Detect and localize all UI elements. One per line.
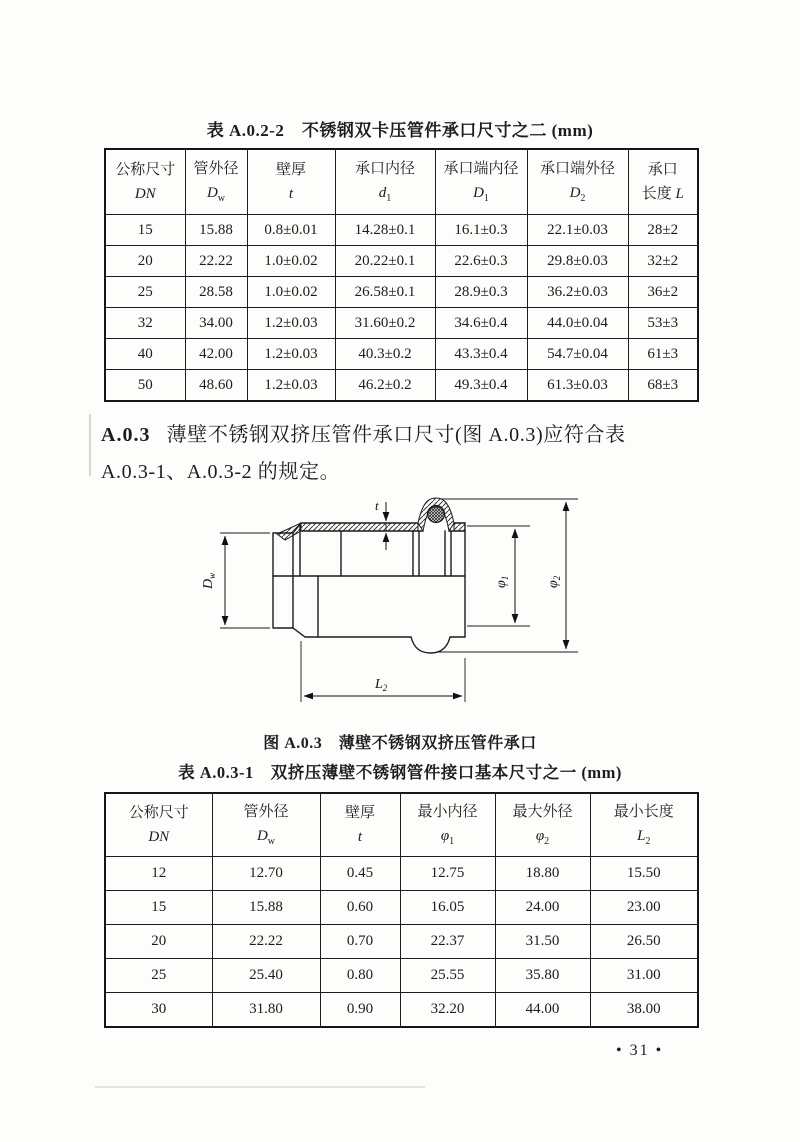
table-cell: 68±3 xyxy=(628,370,698,402)
column-header: 承口端内径 $D_1$ xyxy=(435,149,527,215)
table-cell: 61.3±0.03 xyxy=(527,370,628,402)
table-cell: 53±3 xyxy=(628,308,698,339)
table1-body xyxy=(105,215,698,402)
table-cell: 0.70 xyxy=(320,925,400,959)
table-cell: 29.8±0.03 xyxy=(527,246,628,277)
table-row xyxy=(105,370,698,402)
table-cell: 0.80 xyxy=(320,959,400,993)
column-header: 承口端外径 $D_2$ xyxy=(527,149,628,215)
table-cell: 20.22±0.1 xyxy=(335,246,435,277)
dimension-l2-label: $L_2$ xyxy=(375,677,388,693)
clause-text-line2: A.0.3-1、A.0.3-2 的规定。 xyxy=(101,461,341,483)
table-cell: 46.2±0.2 xyxy=(335,370,435,402)
table2-body xyxy=(105,857,698,1028)
table-cell: 44.00 xyxy=(495,993,590,1028)
dimension-phi1-label: $\varphi_1$ xyxy=(494,575,510,588)
table-cell: 25 xyxy=(105,959,212,993)
table-cell: 32±2 xyxy=(628,246,698,277)
scan-artifact-line xyxy=(89,414,91,476)
table-cell: 22.6±0.3 xyxy=(435,246,527,277)
table-cell: 0.45 xyxy=(320,857,400,891)
table-cell: 22.37 xyxy=(400,925,495,959)
column-header: 公称尺寸 DN xyxy=(105,793,212,857)
table-cell: 35.80 xyxy=(495,959,590,993)
table-cell: 25.55 xyxy=(400,959,495,993)
scan-artifact-line xyxy=(95,1086,425,1088)
table-cell: 42.00 xyxy=(185,339,247,370)
table-cell: 28.58 xyxy=(185,277,247,308)
table-cell: 0.8±0.01 xyxy=(247,215,335,246)
table-cell: 12.70 xyxy=(212,857,320,891)
column-header: 承口 长度 L xyxy=(628,149,698,215)
table-cell: 1.0±0.02 xyxy=(247,277,335,308)
table-cell: 31.80 xyxy=(212,993,320,1028)
table-cell: 61±3 xyxy=(628,339,698,370)
table-cell: 36.2±0.03 xyxy=(527,277,628,308)
fitting-outline xyxy=(273,523,465,653)
dimension-dw-label: $D_w$ xyxy=(201,572,217,589)
clause-text-line1: 薄壁不锈钢双挤压管件承口尺寸(图 A.0.3)应符合表 xyxy=(166,424,626,446)
column-header: 最小内径 $\varphi_1$ xyxy=(400,793,495,857)
table-cell: 34.00 xyxy=(185,308,247,339)
table1-title: 表 A.0.2-2 不锈钢双卡压管件承口尺寸之二 (mm) xyxy=(206,121,594,140)
table-cell: 15 xyxy=(105,215,185,246)
table-cell: 28.9±0.3 xyxy=(435,277,527,308)
table-a031 xyxy=(104,792,699,1028)
clause-a03-paragraph xyxy=(101,417,705,491)
table-a022 xyxy=(104,148,699,402)
clause-number: A.0.3 xyxy=(101,424,151,446)
table-cell: 30 xyxy=(105,993,212,1028)
table1-header xyxy=(105,149,698,215)
dimension-phi2-label: $\varphi_2$ xyxy=(546,575,562,588)
column-header: 最大外径 $\varphi_2$ xyxy=(495,793,590,857)
column-header: 壁厚 t xyxy=(247,149,335,215)
table-cell: 43.3±0.4 xyxy=(435,339,527,370)
table-row xyxy=(105,215,698,246)
column-header: 管外径 $D_w$ xyxy=(212,793,320,857)
figure-caption: 图 A.0.3 薄壁不锈钢双挤压管件承口 xyxy=(263,735,537,752)
table-row xyxy=(105,339,698,370)
table-cell: 32.20 xyxy=(400,993,495,1028)
table-cell: 22.22 xyxy=(185,246,247,277)
table-cell: 1.2±0.03 xyxy=(247,339,335,370)
table-row xyxy=(105,857,698,891)
column-header: 壁厚 t xyxy=(320,793,400,857)
table-cell: 15.50 xyxy=(590,857,698,891)
table-cell: 15.88 xyxy=(212,891,320,925)
table-cell: 40.3±0.2 xyxy=(335,339,435,370)
table-cell: 18.80 xyxy=(495,857,590,891)
table-cell: 40 xyxy=(105,339,185,370)
table-cell: 31.60±0.2 xyxy=(335,308,435,339)
table-cell: 12 xyxy=(105,857,212,891)
table-row xyxy=(105,308,698,339)
table-cell: 15 xyxy=(105,891,212,925)
o-ring-seal xyxy=(428,506,445,523)
table-cell: 31.50 xyxy=(495,925,590,959)
table-row xyxy=(105,246,698,277)
table-cell: 14.28±0.1 xyxy=(335,215,435,246)
column-header: 管外径 $D_w$ xyxy=(185,149,247,215)
table-row xyxy=(105,277,698,308)
column-header: 承口内径 $d_1$ xyxy=(335,149,435,215)
table-cell: 26.58±0.1 xyxy=(335,277,435,308)
table-cell: 26.50 xyxy=(590,925,698,959)
table-cell: 22.1±0.03 xyxy=(527,215,628,246)
table-cell: 49.3±0.4 xyxy=(435,370,527,402)
table-cell: 1.0±0.02 xyxy=(247,246,335,277)
table-cell: 32 xyxy=(105,308,185,339)
table-cell: 0.90 xyxy=(320,993,400,1028)
table2-header xyxy=(105,793,698,857)
table-cell: 0.60 xyxy=(320,891,400,925)
table-cell: 25 xyxy=(105,277,185,308)
table-cell: 1.2±0.03 xyxy=(247,308,335,339)
table-cell: 34.6±0.4 xyxy=(435,308,527,339)
table-cell: 12.75 xyxy=(400,857,495,891)
table-cell: 16.05 xyxy=(400,891,495,925)
table-cell: 15.88 xyxy=(185,215,247,246)
fitting-section-figure xyxy=(178,486,608,731)
table-cell: 20 xyxy=(105,246,185,277)
column-header: 公称尺寸 DN xyxy=(105,149,185,215)
table-row xyxy=(105,959,698,993)
table-cell: 48.60 xyxy=(185,370,247,402)
table-row xyxy=(105,891,698,925)
table-row xyxy=(105,993,698,1028)
table-cell: 50 xyxy=(105,370,185,402)
table-cell: 25.40 xyxy=(212,959,320,993)
column-header: 最小长度 $L_2$ xyxy=(590,793,698,857)
table-cell: 16.1±0.3 xyxy=(435,215,527,246)
table-cell: 54.7±0.04 xyxy=(527,339,628,370)
table-cell: 22.22 xyxy=(212,925,320,959)
table-cell: 23.00 xyxy=(590,891,698,925)
table2-title: 表 A.0.3-1 双挤压薄壁不锈钢管件接口基本尺寸之一 (mm) xyxy=(178,763,622,782)
table-row xyxy=(105,925,698,959)
dimension-t-label: t xyxy=(375,498,379,513)
table-cell: 28±2 xyxy=(628,215,698,246)
table-cell: 36±2 xyxy=(628,277,698,308)
table-cell: 31.00 xyxy=(590,959,698,993)
table-cell: 38.00 xyxy=(590,993,698,1028)
table-cell: 24.00 xyxy=(495,891,590,925)
table-cell: 1.2±0.03 xyxy=(247,370,335,402)
table-cell: 44.0±0.04 xyxy=(527,308,628,339)
table-cell: 20 xyxy=(105,925,212,959)
page-number: • 31 • xyxy=(616,1042,664,1059)
